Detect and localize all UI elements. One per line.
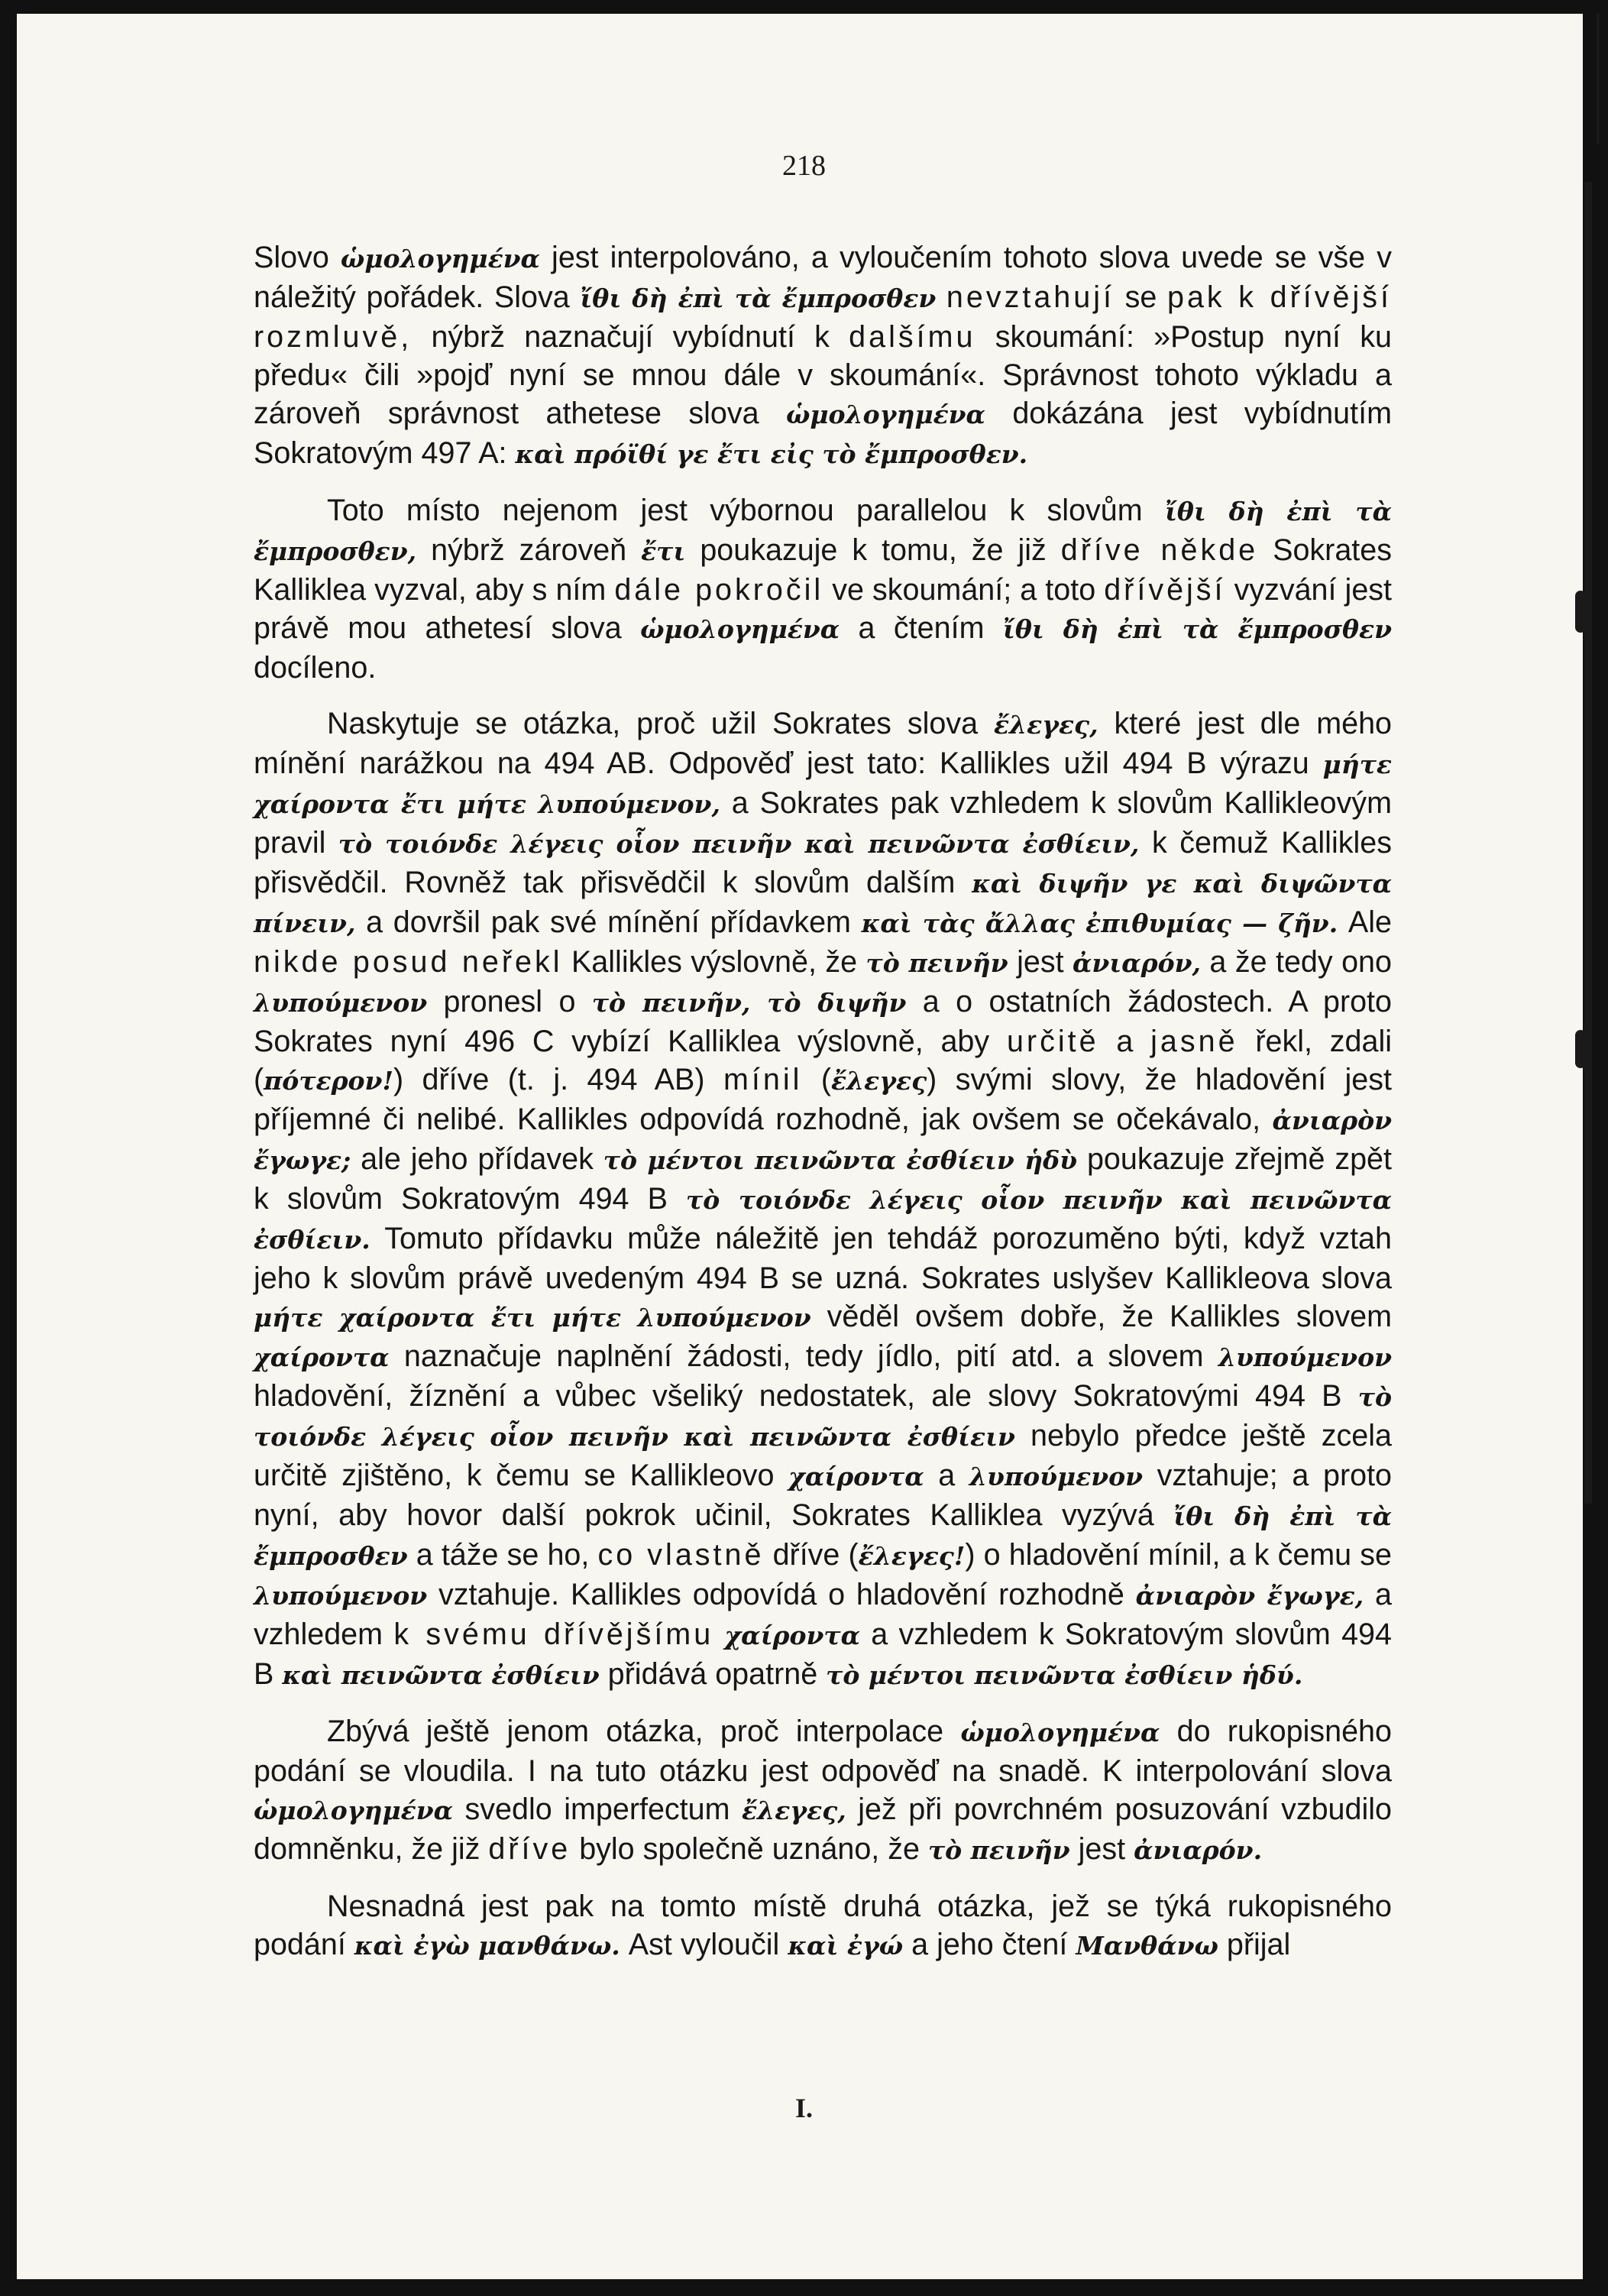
text-run: svedlo imperfectum: [453, 1792, 743, 1826]
text-run: a vzhledem k Sokratovým slovům 494 B: [254, 1618, 1392, 1691]
greek-quote: ὡμολογημένα: [340, 244, 540, 274]
spaced-emphasis: určitě: [1006, 1025, 1099, 1058]
text-run: Toto místo nejenom jest výbornou parallelou k slovům: [327, 494, 1165, 527]
spaced-emphasis: mínil: [723, 1063, 803, 1096]
greek-quote: ὡμολογημένα: [640, 614, 840, 644]
text-run: a: [924, 1459, 969, 1492]
text-run: Slovo: [254, 241, 341, 274]
text-run: poukazuje zřejmě zpět k slovům Sokratovým 494 B: [254, 1142, 1393, 1216]
text-run: a vzhledem: [254, 1578, 1393, 1651]
greek-quote: ἔλεγες,: [742, 1796, 846, 1825]
spaced-emphasis: dřívější: [1104, 573, 1226, 607]
text-run: Nesnadná jest pak na tomto místě druhá otázka, jež se týká rukopisného podání: [254, 1890, 1392, 1961]
greek-quote: μήτε χαίροντα ἔτι μήτε λυπούμενον,: [254, 750, 1392, 819]
greek-quote: ἀνιαρὸν ἔγωγε;: [254, 1106, 1392, 1175]
text-run: Ale: [1338, 905, 1392, 939]
greek-quote: καὶ ἐγὼ μανθάνω.: [354, 1931, 620, 1961]
text-run: vyzvání jest právě mou athetesí slova: [254, 573, 1393, 645]
greek-quote: ἀνιαρόν.: [1134, 1835, 1263, 1865]
greek-quote: τὸ πεινῆν: [865, 948, 1008, 978]
greek-quote: τὸ πεινῆν, τὸ διψῆν: [591, 988, 907, 1018]
greek-quote: λυπούμενον: [969, 1462, 1144, 1491]
text-run: Zbývá ještě jenom otázka, proč interpolace: [327, 1715, 961, 1748]
text-run: vztahuje; a proto nyní, aby hovor další pokrok učinil, Sokrates Kalliklea vyzývá: [254, 1459, 1393, 1532]
spaced-emphasis: co vlastně: [597, 1538, 765, 1572]
text-run: poukazuje k tomu, že již: [685, 533, 1061, 567]
text-run: dokázána jest vybídnutím Sokratovým 497 A:: [254, 397, 1392, 470]
text-run: dříve (: [764, 1538, 859, 1572]
text-run: Sokrates Kalliklea vyzval, aby s ním: [254, 533, 1392, 607]
text-run: a čtením: [840, 611, 1003, 645]
text-run: hladovění, žíznění a vůbec všeliký nedostatek, ale slovy Sokratovými 494 B: [254, 1379, 1358, 1413]
text-run: nýbrž naznačují vybídnutí k: [412, 320, 849, 354]
body-text: [254, 238, 1392, 1983]
printer-signature: I.: [794, 2093, 813, 2123]
spaced-emphasis: dříve: [488, 1832, 571, 1866]
spaced-emphasis: pak k dřívější rozmluvě,: [254, 280, 1392, 354]
greek-quote: μήτε χαίροντα ἔτι μήτε λυπούμενον: [254, 1303, 811, 1333]
greek-quote: λυπούμενον: [254, 1581, 428, 1611]
greek-quote: χαίροντα: [724, 1621, 860, 1650]
greek-quote: ὡμολογημένα: [960, 1718, 1160, 1747]
text-run: které jest dle mého mínění narážkou na 494 AB. Odpověď jest tato: Kallikles užil 494 B výrazu: [254, 707, 1392, 780]
greek-quote: Μανθάνω: [1076, 1931, 1218, 1961]
spaced-emphasis: dalšímu: [849, 320, 976, 354]
text-run: a že tedy ono: [1201, 945, 1392, 979]
greek-quote: καὶ τὰς ἄλλας ἐπιθυμίας — ζῆν.: [861, 908, 1338, 938]
text-run: Ast vyloučil: [620, 1928, 788, 1961]
greek-quote: ὡμολογημένα: [785, 400, 985, 429]
text-run: nýbrž zároveň: [416, 533, 642, 567]
scan-edge-mark: [1597, 14, 1600, 144]
greek-quote: ἀνιαρόν,: [1073, 948, 1201, 978]
greek-quote: ἔτι: [641, 536, 686, 566]
greek-quote: τὸ τοιόνδε λέγεις οἷον πεινῆν καὶ πεινῶντα ἐσθίειν,: [338, 829, 1140, 859]
scan-edge-mark: [1575, 591, 1586, 633]
greek-quote: χαίροντα: [254, 1342, 390, 1372]
greek-quote: πότερον!: [264, 1066, 393, 1096]
greek-quote: λυπούμενον: [254, 988, 428, 1018]
text-run: a táže se ho,: [407, 1538, 598, 1572]
text-run: k čemuž Kallikles přisvědčil. Rovněž tak přisvědčil k slovům dalším: [254, 826, 1392, 899]
text-run: Kallikles výslovně, že: [562, 945, 866, 979]
text-run: jest: [1008, 945, 1073, 979]
greek-quote: ἴθι δὴ ἐπὶ τὰ ἔμπροσθεν: [1002, 614, 1392, 644]
spaced-emphasis: nikde posud neřekl: [254, 945, 563, 979]
text-run: (: [802, 1063, 831, 1096]
greek-quote: ἴθι δὴ ἐπὶ τὰ ἔμπροσθεν: [254, 1501, 1392, 1571]
text-run: řekl, zdali (: [254, 1025, 1392, 1096]
greek-quote: τὸ πεινῆν: [927, 1835, 1070, 1865]
text-run: věděl ovšem dobře, že Kallikles slovem: [810, 1300, 1392, 1333]
greek-quote: τὸ τοιόνδε λέγεις οἷον πεινῆν καὶ πεινῶντα ἐσθίειν: [254, 1382, 1392, 1452]
greek-quote: ἴθι δὴ ἐπὶ τὰ ἔμπροσθεν: [580, 283, 937, 313]
text-run: a o ostatních žádostech. A proto Sokrates nyní 496 C vybízí Kalliklea výslovně, aby: [254, 985, 1393, 1058]
greek-quote: τὸ μέντοι πεινῶντα ἐσθίειν ἡδὺ: [603, 1145, 1078, 1175]
greek-quote: ἔλεγες!: [858, 1541, 966, 1571]
greek-quote: τὸ τοιόνδε λέγεις οἷον πεινῆν καὶ πεινῶντα ἐσθίειν.: [254, 1185, 1392, 1255]
text-run: a Sokrates pak vzhledem k slovům Kallikleovým pravil: [254, 786, 1392, 860]
text-run: jest: [1069, 1832, 1134, 1866]
paragraph: [254, 238, 1392, 474]
greek-quote: λυπούμενον: [1218, 1342, 1392, 1372]
text-run: Tomuto přídavku může náležitě jen tehdáž porozuměno býti, když vztah jeho k slovům právě uvedeným 494 B se uzná. Sokrates uslyšev Kallikleova slova: [254, 1222, 1392, 1295]
greek-quote: καὶ ἐγώ: [788, 1931, 904, 1961]
greek-quote: ὡμολογημένα: [254, 1796, 454, 1825]
text-run: a: [1098, 1025, 1151, 1058]
text-run: ale jeho přídavek: [351, 1142, 603, 1176]
text-run: [936, 280, 946, 314]
text-run: ) svými slovy, že hladovění jest příjemné či nelibé. Kallikles odpovídá rozhodně, jak ovšem se očekávalo,: [254, 1063, 1392, 1136]
greek-quote: καὶ πρόϊθί γε ἔτι εἰς τὸ ἔμπροσθεν.: [515, 439, 1028, 469]
text-run: se: [1115, 280, 1167, 314]
text-run: ve skoumání; a toto: [823, 573, 1105, 607]
text-run: pronesl o: [427, 985, 592, 1018]
paragraph: [254, 1887, 1392, 1965]
greek-quote: καὶ διψῆν γε καὶ διψῶντα πίνειν,: [254, 869, 1392, 938]
text-run: ) o hladovění mínil, a k čemu se: [965, 1538, 1392, 1572]
spaced-emphasis: jasně: [1150, 1025, 1238, 1058]
text-run: skoumání: »Postup nyní ku předu« čili »pojď nyní se mnou dále v skoumání«. Správnost tohoto výkladu a zároveň správnost athetese slova: [254, 320, 1392, 430]
text-run: a dovršil pak své mínění přídavkem: [355, 905, 862, 939]
paragraph: [254, 1712, 1392, 1870]
spaced-emphasis: k svému dřívějšímu: [393, 1618, 714, 1651]
greek-quote: ἴθι δὴ ἐπὶ τὰ ἔμπροσθεν,: [254, 497, 1392, 566]
greek-quote: ἔλεγες,: [993, 710, 1098, 740]
greek-quote: καὶ πεινῶντα ἐσθίειν: [282, 1660, 600, 1690]
text-run: bylo společně uznáno, že: [571, 1832, 928, 1866]
spaced-emphasis: dříve někde: [1060, 533, 1259, 567]
paragraph: [254, 704, 1392, 1695]
text-run: do rukopisného podání se vloudila. I na tuto otázku jest odpověď na snadě. K interpolování slova: [254, 1715, 1392, 1788]
greek-quote: χαίροντα: [788, 1462, 924, 1491]
text-run: a jeho čtení: [903, 1928, 1076, 1961]
text-run: docíleno.: [254, 651, 377, 685]
scan-edge-mark: [1584, 182, 1592, 1504]
spaced-emphasis: nevztahují: [946, 280, 1115, 314]
text-run: přidává opatrně: [599, 1657, 827, 1691]
text-run: vztahuje. Kallikles odpovídá o hladovění rozhodně: [427, 1578, 1136, 1611]
text-run: naznačuje naplnění žádosti, tedy jídlo, pití atd. a slovem: [389, 1339, 1218, 1373]
text-run: přijal: [1218, 1928, 1291, 1961]
text-run: jež při povrchném posuzování vzbudilo domněnku, že již: [254, 1792, 1392, 1866]
paragraph: [254, 491, 1392, 687]
spaced-emphasis: dále pokročil: [614, 573, 824, 607]
text-run: [713, 1618, 724, 1651]
page-number: 218: [782, 150, 826, 182]
scan-edge-mark: [1575, 1030, 1586, 1068]
text-run: ) dříve (t. j. 494 AB): [393, 1063, 723, 1096]
greek-quote: ἔλεγες: [830, 1066, 927, 1096]
text-run: Naskytuje se otázka, proč užil Sokrates slova: [327, 707, 994, 740]
text-run: nebylo předce ještě zcela určitě zjištěno, k čemu se Kallikleovo: [254, 1419, 1393, 1492]
greek-quote: τὸ μέντοι πεινῶντα ἐσθίειν ἡδύ.: [826, 1660, 1303, 1690]
text-run: jest interpolováno, a vyloučením tohoto slova uvede se vše v náležitý pořádek. Slova: [254, 241, 1392, 314]
greek-quote: ἀνιαρὸν ἔγωγε,: [1135, 1581, 1364, 1611]
